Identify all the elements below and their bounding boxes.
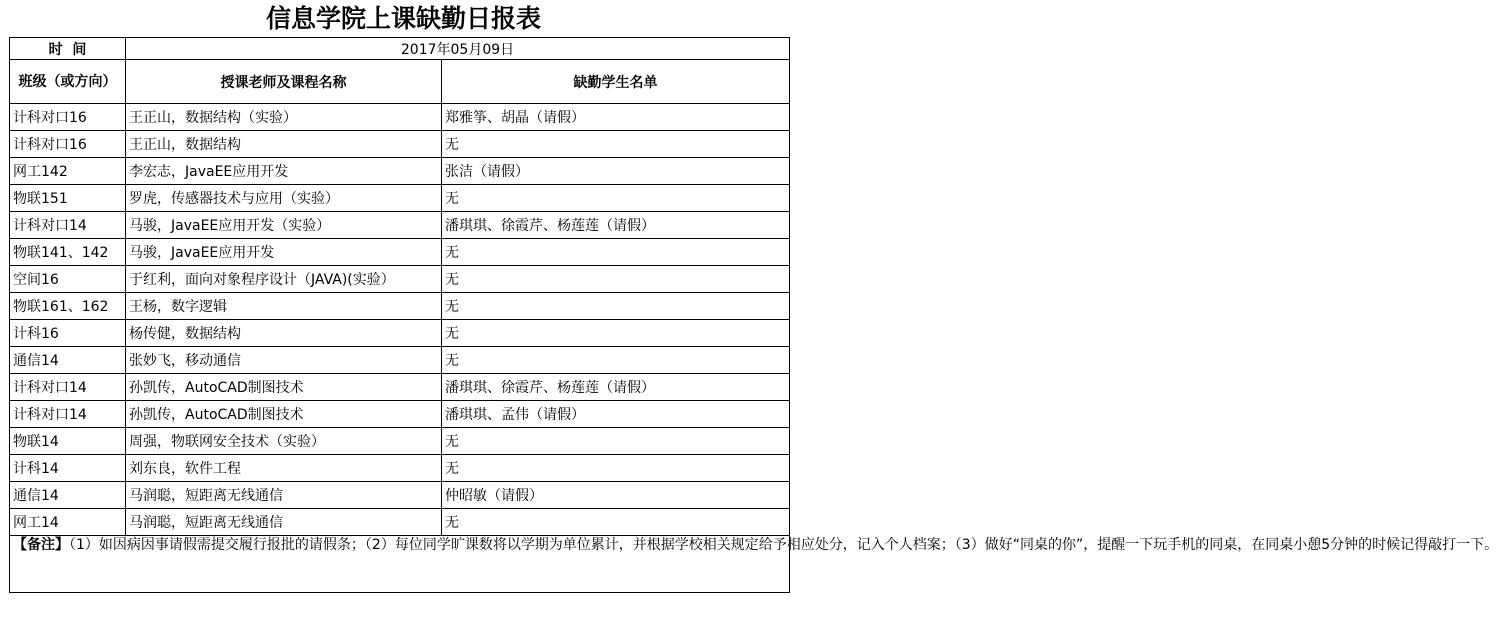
teacher-course-cell: 张妙飞，移动通信 xyxy=(126,347,442,374)
absent-column-header: 缺勤学生名单 xyxy=(442,60,790,104)
absent-cell: 郑雅筝、胡晶（请假） xyxy=(442,104,790,131)
absent-cell: 无 xyxy=(442,509,790,536)
absent-cell: 潘琪琪、徐霞芹、杨莲莲（请假） xyxy=(442,374,790,401)
absent-cell: 无 xyxy=(442,185,790,212)
table-row xyxy=(10,131,790,158)
table-row xyxy=(10,347,790,374)
absent-cell: 无 xyxy=(442,131,790,158)
teacher-course-cell: 孙凯传，AutoCAD制图技术 xyxy=(126,374,442,401)
class-cell: 计科对口16 xyxy=(10,104,126,131)
teacher-course-cell: 马骏，JavaEE应用开发（实验） xyxy=(126,212,442,239)
class-cell: 计科对口16 xyxy=(10,131,126,158)
class-column-header: 班级（或方向） xyxy=(10,60,126,104)
table-row xyxy=(10,401,790,428)
table-row xyxy=(10,482,790,509)
teacher-course-cell: 马润聪，短距离无线通信 xyxy=(126,482,442,509)
table-row xyxy=(10,239,790,266)
teacher-course-cell: 罗虎，传感器技术与应用（实验） xyxy=(126,185,442,212)
teacher-course-cell: 刘东良，软件工程 xyxy=(126,455,442,482)
table-row xyxy=(10,428,790,455)
absent-cell: 无 xyxy=(442,428,790,455)
time-label: 时 间 xyxy=(10,38,126,60)
absent-cell: 无 xyxy=(442,239,790,266)
table-row xyxy=(10,320,790,347)
table-row xyxy=(10,374,790,401)
note-cell xyxy=(10,536,1498,593)
note-row xyxy=(10,536,790,593)
report-date: 2017年05月09日 xyxy=(126,38,790,60)
absent-cell: 仲昭敏（请假） xyxy=(442,482,790,509)
class-cell: 网工14 xyxy=(10,509,126,536)
column-header-row xyxy=(10,60,790,104)
class-cell: 物联14 xyxy=(10,428,126,455)
table-row xyxy=(10,293,790,320)
class-cell: 计科对口14 xyxy=(10,212,126,239)
teacher-course-cell: 王杨，数字逻辑 xyxy=(126,293,442,320)
absent-cell: 无 xyxy=(442,455,790,482)
absent-cell: 张洁（请假） xyxy=(442,158,790,185)
teacher-course-cell: 王正山，数据结构（实验） xyxy=(126,104,442,131)
absent-cell: 无 xyxy=(442,320,790,347)
teacher-course-cell: 王正山，数据结构 xyxy=(126,131,442,158)
class-cell: 网工142 xyxy=(10,158,126,185)
teacher-course-cell: 李宏志，JavaEE应用开发 xyxy=(126,158,442,185)
absent-cell: 潘琪琪、徐霞芹、杨莲莲（请假） xyxy=(442,212,790,239)
teacher-course-column-header: 授课老师及课程名称 xyxy=(126,60,442,104)
table-row xyxy=(10,158,790,185)
teacher-course-cell: 马骏，JavaEE应用开发 xyxy=(126,239,442,266)
table-row xyxy=(10,266,790,293)
table-row xyxy=(10,185,790,212)
teacher-course-cell: 马润聪，短距离无线通信 xyxy=(126,509,442,536)
absent-cell: 无 xyxy=(442,293,790,320)
teacher-course-cell: 孙凯传，AutoCAD制图技术 xyxy=(126,401,442,428)
note-label: 【备注】 xyxy=(13,537,69,553)
absence-report-table xyxy=(9,37,1498,593)
absent-cell: 无 xyxy=(442,347,790,374)
teacher-course-cell: 杨传健，数据结构 xyxy=(126,320,442,347)
teacher-course-cell: 周强，物联网安全技术（实验） xyxy=(126,428,442,455)
class-cell: 通信14 xyxy=(10,347,126,374)
table-row xyxy=(10,509,790,536)
class-cell: 空间16 xyxy=(10,266,126,293)
time-row xyxy=(10,38,790,60)
class-cell: 计科14 xyxy=(10,455,126,482)
teacher-course-cell: 于红利，面向对象程序设计（JAVA)(实验） xyxy=(126,266,442,293)
class-cell: 计科对口14 xyxy=(10,401,126,428)
table-body xyxy=(10,38,1498,593)
class-cell: 物联161、162 xyxy=(10,293,126,320)
absent-cell: 无 xyxy=(442,266,790,293)
class-cell: 计科16 xyxy=(10,320,126,347)
class-cell: 物联151 xyxy=(10,185,126,212)
table-row xyxy=(10,212,790,239)
note-text: （1）如因病因事请假需提交履行报批的请假条；（2）每位同学旷课数将以学期为单位累计，并根据学校相关规定给予相应处分，记入个人档案；（3）做好“同桌的你”，提醒一下玩手机的同桌，在同桌小憩5分钟的时候记得敲打一下。 xyxy=(69,537,1498,553)
table-row xyxy=(10,455,790,482)
absent-cell: 潘琪琪、孟伟（请假） xyxy=(442,401,790,428)
report-title: 信息学院上课缺勤日报表 xyxy=(265,4,541,33)
class-cell: 物联141、142 xyxy=(10,239,126,266)
class-cell: 计科对口14 xyxy=(10,374,126,401)
table-row xyxy=(10,104,790,131)
class-cell: 通信14 xyxy=(10,482,126,509)
